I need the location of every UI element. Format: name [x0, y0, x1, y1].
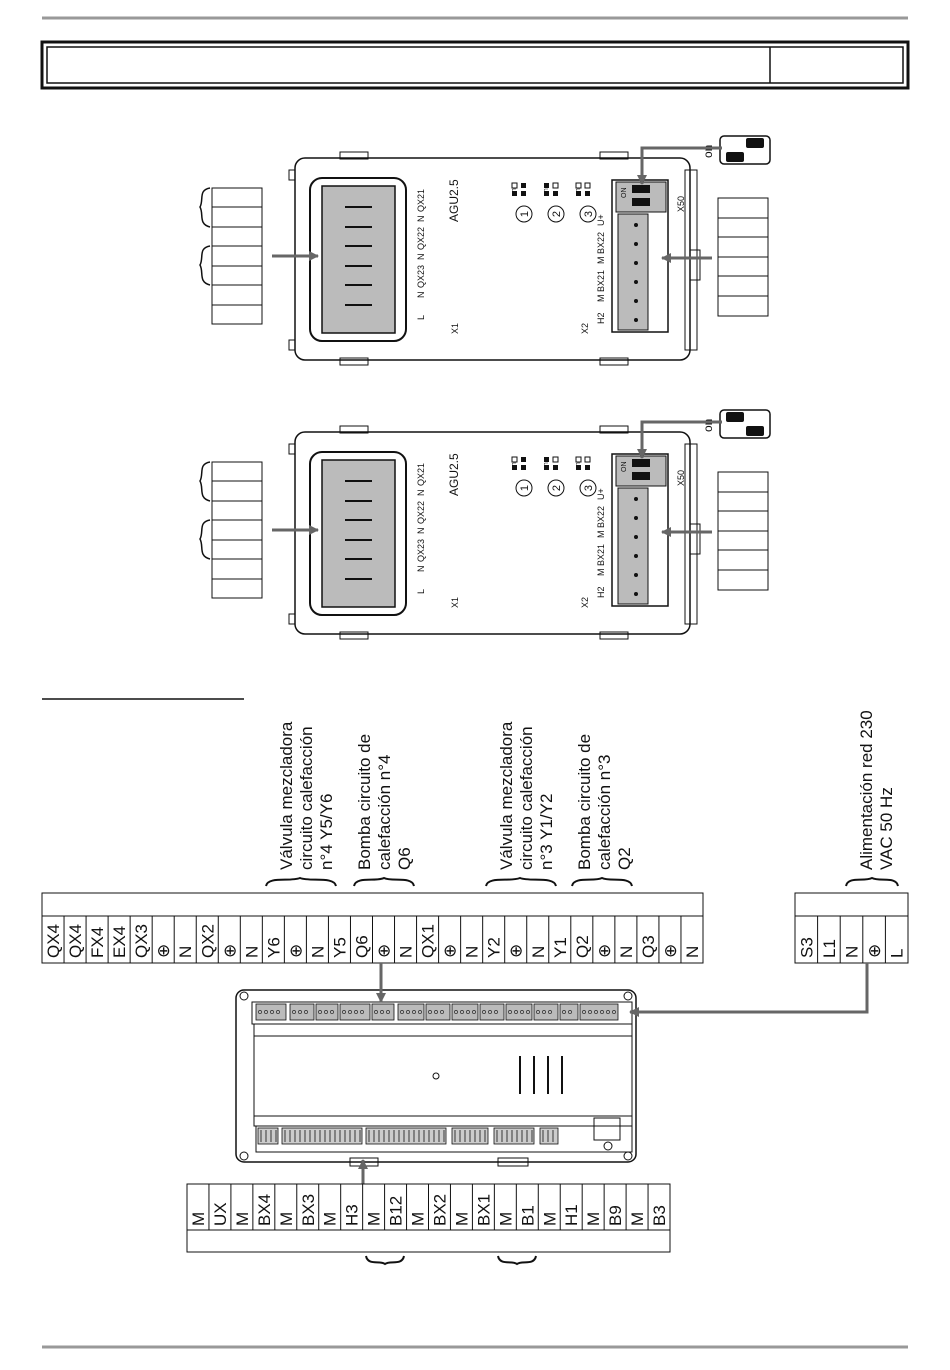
module1-dip-switch [616, 182, 666, 212]
terminal-label: QX4 [66, 923, 86, 958]
status-led [433, 1073, 439, 1079]
bottom-terminal-block [187, 1184, 670, 1264]
terminal-label: FX4 [88, 926, 108, 958]
svg-text:Alimentación red 230: Alimentación red 230 [857, 710, 876, 870]
svg-text:Q6: Q6 [395, 847, 414, 870]
svg-text:2: 2 [551, 484, 563, 492]
terminal-connector [452, 1004, 478, 1020]
svg-text:Bomba circuito de: Bomba circuito de [575, 733, 594, 870]
svg-text:M: M [596, 294, 606, 302]
terminal-label: N [308, 945, 328, 958]
svg-text:X1: X1 [450, 596, 460, 608]
terminal-label: B1 [518, 1205, 538, 1226]
terminal-label: B9 [606, 1205, 626, 1226]
svg-text:QX21: QX21 [416, 462, 426, 486]
terminal-label: N [396, 945, 416, 958]
svg-text:M: M [596, 256, 606, 264]
terminal-label: B3 [650, 1205, 670, 1226]
svg-text:ON: ON [621, 187, 628, 198]
main-controller [236, 990, 636, 1166]
module2-label-boxes-left [200, 462, 262, 598]
svg-text:X50: X50 [676, 469, 686, 486]
module1-label-boxes-right [718, 198, 768, 316]
module2-x1-labels [416, 453, 461, 608]
terminal-label: BX2 [430, 1193, 450, 1226]
terminal-label: UX [210, 1202, 230, 1226]
brace-icon [200, 462, 210, 501]
svg-text:ON: ON [621, 461, 628, 472]
svg-text:VAC 50 Hz: VAC 50 Hz [877, 787, 896, 870]
power-terminal-label: L1 [819, 939, 839, 958]
terminal-label: ⊕ [374, 943, 394, 958]
svg-text:1: 1 [519, 484, 531, 492]
brace-icon [200, 246, 210, 285]
desc-power [846, 710, 898, 886]
controller-top-connectors [256, 1004, 618, 1020]
svg-text:N: N [416, 527, 426, 534]
terminal-label: Y1 [550, 937, 570, 958]
brace-icon [498, 1256, 536, 1264]
power-terminal-label: ⊕ [865, 943, 885, 958]
terminal-label: Q3 [638, 935, 658, 958]
terminal-label: ⊕ [660, 943, 680, 958]
svg-text:U+: U+ [596, 488, 606, 500]
svg-text:n°4 Y5/Y6: n°4 Y5/Y6 [317, 793, 336, 870]
terminal-connector [560, 1004, 578, 1020]
terminal-connector [398, 1004, 424, 1020]
terminal-connector [256, 1004, 286, 1020]
terminal-label: N [682, 945, 702, 958]
svg-text:QX22: QX22 [416, 500, 426, 524]
terminal-label: H1 [562, 1204, 582, 1226]
module2-dip-legend [511, 457, 596, 496]
terminal-label: M [320, 1211, 340, 1226]
svg-text:circuito calefacción: circuito calefacción [297, 726, 316, 870]
terminal-label: M [408, 1211, 428, 1226]
terminal-label: BX1 [474, 1193, 494, 1226]
module1-x1-labels [416, 179, 461, 334]
terminal-label: N [242, 945, 262, 958]
svg-text:BX21: BX21 [596, 269, 606, 292]
controller-bottom-connectors [258, 1128, 558, 1144]
terminal-connector [480, 1004, 504, 1020]
terminal-label: H3 [342, 1204, 362, 1226]
power-terminal-label: S3 [797, 937, 817, 958]
svg-text:calefacción n°4: calefacción n°4 [375, 754, 394, 870]
svg-text:M: M [596, 568, 606, 576]
svg-text:Válvula mezcladora: Válvula mezcladora [277, 721, 296, 870]
svg-text:2: 2 [551, 210, 563, 218]
terminal-connector [494, 1128, 534, 1144]
brace-icon [354, 878, 414, 886]
agu-module-1 [200, 136, 770, 365]
terminal-connector [426, 1004, 450, 1020]
terminal-label: ⊕ [220, 943, 240, 958]
power-terminal-block [795, 893, 908, 963]
terminal-label: QX2 [198, 923, 218, 958]
top-terminal-block [42, 893, 703, 963]
terminal-label: ⊕ [440, 943, 460, 958]
terminal-label: QX1 [418, 923, 438, 958]
brace-icon [572, 878, 632, 886]
terminal-connector [506, 1004, 532, 1020]
terminal-label: M [496, 1211, 516, 1226]
header-box [42, 42, 908, 88]
terminal-label: Q6 [352, 935, 372, 958]
desc-valve-4 [266, 721, 336, 886]
terminal-label: M [452, 1211, 472, 1226]
brace-icon [200, 188, 210, 227]
terminal-connector [290, 1004, 314, 1020]
svg-text:3: 3 [583, 210, 595, 218]
terminal-label: M [584, 1211, 604, 1226]
desc-pump-3 [572, 734, 634, 886]
module1-switch-detail [701, 136, 770, 164]
terminal-label: M [540, 1211, 560, 1226]
terminal-label: EX4 [110, 925, 130, 958]
svg-text:N: N [416, 253, 426, 260]
brace-icon [846, 878, 898, 886]
svg-text:QX21: QX21 [416, 188, 426, 212]
brace-icon [266, 878, 336, 886]
terminal-label: Q2 [572, 935, 592, 958]
terminal-label: Y5 [330, 937, 350, 958]
svg-text:Válvula mezcladora: Válvula mezcladora [497, 721, 516, 870]
brace-icon [486, 878, 556, 886]
terminal-label: M [364, 1211, 384, 1226]
terminal-label: N [616, 945, 636, 958]
module2-switch-detail [701, 410, 770, 438]
terminal-label: M [188, 1211, 208, 1226]
svg-text:QX23: QX23 [416, 264, 426, 288]
terminal-connector [534, 1004, 558, 1020]
terminal-connector [372, 1004, 394, 1020]
brace-icon [366, 1256, 404, 1264]
svg-text:H2: H2 [596, 586, 606, 598]
svg-text:QX22: QX22 [416, 226, 426, 250]
svg-text:H2: H2 [596, 312, 606, 324]
svg-text:N: N [416, 215, 426, 222]
svg-text:AGU2.5: AGU2.5 [447, 453, 461, 496]
svg-text:X50: X50 [676, 195, 686, 212]
svg-text:X2: X2 [580, 322, 590, 334]
terminal-label: ⊕ [286, 943, 306, 958]
terminal-label: QX4 [44, 923, 64, 958]
desc-valve-3 [486, 721, 556, 886]
svg-text:calefacción n°3: calefacción n°3 [595, 754, 614, 870]
terminal-label: BX3 [298, 1193, 318, 1226]
svg-text:N: N [416, 489, 426, 496]
terminal-label: M [628, 1211, 648, 1226]
svg-text:1: 1 [519, 210, 531, 218]
model-label: AGU2.5 [447, 179, 461, 222]
terminal-label: Y6 [264, 937, 284, 958]
svg-text:on: on [701, 418, 715, 432]
svg-text:3: 3 [583, 484, 595, 492]
svg-text:N: N [416, 565, 426, 572]
svg-text:Bomba circuito de: Bomba circuito de [355, 733, 374, 870]
svg-text:L: L [416, 314, 426, 320]
svg-text:L: L [416, 588, 426, 594]
terminal-label: Y2 [484, 937, 504, 958]
brace-icon [200, 520, 210, 559]
agu-module-2 [200, 410, 770, 639]
svg-text:M: M [596, 530, 606, 538]
terminal-label: ⊕ [594, 943, 614, 958]
module2-dip-switch [616, 456, 666, 486]
terminal-label: ⊕ [506, 943, 526, 958]
terminal-label: N [528, 945, 548, 958]
svg-text:U+: U+ [596, 214, 606, 226]
power-terminal-label: N [842, 945, 862, 958]
svg-text:n°3 Y1/Y2: n°3 Y1/Y2 [537, 793, 556, 870]
svg-text:BX21: BX21 [596, 543, 606, 566]
terminal-label: N [176, 945, 196, 958]
power-terminal-label: L [887, 948, 907, 958]
svg-text:BX22: BX22 [596, 505, 606, 528]
terminal-label: ⊕ [154, 943, 174, 958]
terminal-connector [316, 1004, 338, 1020]
terminal-label: BX4 [254, 1193, 274, 1226]
svg-text:N: N [416, 291, 426, 298]
module2-label-boxes-right [718, 472, 768, 590]
svg-text:QX23: QX23 [416, 538, 426, 562]
svg-text:Q2: Q2 [615, 847, 634, 870]
terminal-label: M [232, 1211, 252, 1226]
desc-pump-4 [354, 734, 414, 886]
terminal-connector [340, 1004, 370, 1020]
svg-text:circuito calefacción: circuito calefacción [517, 726, 536, 870]
terminal-label: B12 [386, 1195, 406, 1226]
x1-label: X1 [450, 322, 460, 334]
svg-text:X2: X2 [580, 596, 590, 608]
arrow-icon [630, 963, 867, 1012]
svg-text:on: on [701, 144, 715, 158]
svg-text:BX22: BX22 [596, 231, 606, 254]
terminal-label: M [276, 1211, 296, 1226]
module1-label-boxes-left [200, 188, 262, 324]
terminal-label: QX3 [132, 923, 152, 958]
terminal-label: N [462, 945, 482, 958]
module1-dip-legend [511, 183, 596, 222]
